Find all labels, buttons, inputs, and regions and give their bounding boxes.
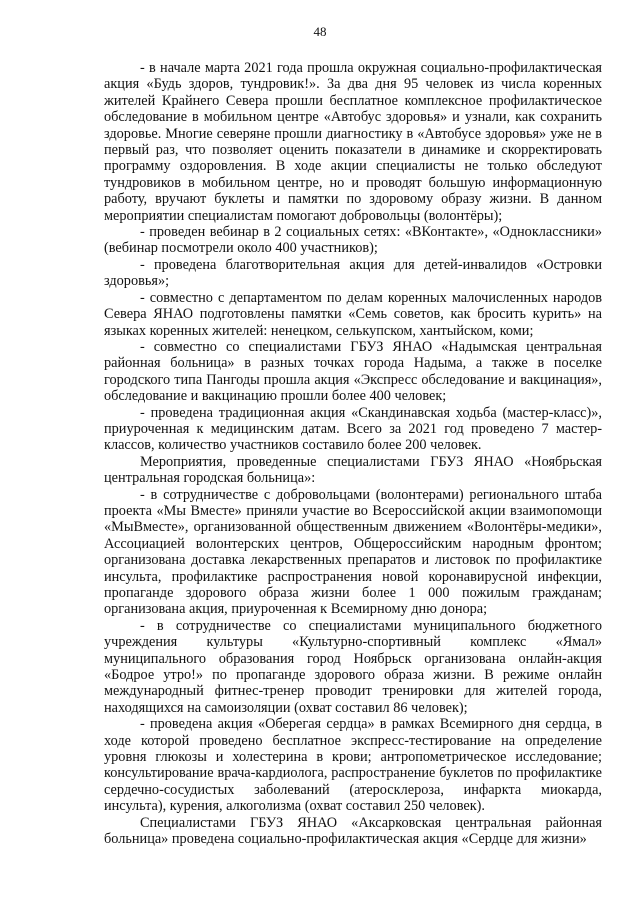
paragraph: - в начале марта 2021 года прошла окружная социально-профилактическая акция «Будь здоров, тундровик!». За два дня 95 человек из числа коренных жителей Крайнего Севера прошли бесплатное комплексное профилактическое обследование в мобильном центре «Автобус здоровья» и узнали, как сохранить здоровье. Многие северяне прошли диагностику в «Автобусе здоровья» уже не в первый раз, что позволяет оценить показатели в динамике и скорректировать программу оздоровления. В ходе акции специалисты не только обследуют тундровиков в мобильном центре, но и проводят большую информационную работу, вручают буклеты и памятки по здоровому образу жизни. В данном мероприятии специалистам помогают добровольцы (волонтёры); (104, 60, 602, 224)
paragraph: - совместно со специалистами ГБУЗ ЯНАО «Надымская центральная районная больница» в разных точках города Надыма, а также в поселке городского типа Пангоды прошла акция «Экспресс обследование и вакцинация», обследование и вакцинацию прошли более 400 человек; (104, 338, 602, 405)
paragraph: - проведен вебинар в 2 социальных сетях: «ВКонтакте», «Одноклассники» (вебинар посмотрели около 400 участников); (104, 224, 602, 257)
paragraph: - совместно с департаментом по делам коренных малочисленных народов Севера ЯНАО подготовлены памятки «Семь советов, как бросить курить» на языках коренных жителей: ненецком, селькупском, хантыйском, коми; (104, 289, 602, 339)
paragraph: Мероприятия, проведенные специалистами ГБУЗ ЯНАО «Ноябрьская центральная городская больница»: (104, 453, 602, 487)
paragraph: Специалистами ГБУЗ ЯНАО «Аксарковская центральная районная больница» проведена социально-профилактическая акция «Сердце для жизни» (104, 814, 602, 848)
paragraph: - проведена традиционная акция «Скандинавская ходьба (мастер-класс)», приуроченная к медицинским датам. Всего за 2021 год проведено 7 мастер-классов, количество участников составило более 200 человек. (104, 404, 602, 454)
paragraph: - в сотрудничестве с добровольцами (волонтерами) регионального штаба проекта «Мы Вместе» приняли участие во Всероссийской акции взаимопомощи «МыВместе», организованной общественным движением «Волонтёры-медики», Ассоциацией волонтерских центров, Общероссийским народным фронтом; организована доставка лекарственных препаратов и листовок по профилактике инсульта, профилактике распространения новой коронавирусной инфекции, пропаганде здорового образа жизни более 1 000 пожилым гражданам; организована акция, приуроченная к Всемирному дню донора; (104, 486, 602, 618)
paragraph: - в сотрудничестве со специалистами муниципального бюджетного учреждения культуры «Культурно-спортивный комплекс «Ямал» муниципального образования город Ноябрьск организована онлайн-акция «Бодрое утро!» по пропаганде здорового образа жизни. В режиме онлайн международный фитнес-тренер проводит тренировки для жителей города, находящихся на самоизоляции (охват составил 86 человек); (104, 617, 602, 716)
body-text (104, 60, 602, 848)
paragraph: - проведена акция «Оберегая сердца» в рамках Всемирного дня сердца, в ходе которой проведено бесплатное экспресс-тестирование на определение уровня глюкозы и холестерина в крови; антропометрическое исследование; консультирование врача-кардиолога, распространение буклетов по профилактике сердечно-сосудистых заболеваний (атеросклероза, инфаркта миокарда, инсульта), курения, алкоголизма (охват составил 250 человек). (104, 716, 602, 815)
paragraph: - проведена благотворительная акция для детей-инвалидов «Островки здоровья»; (104, 256, 602, 290)
page-number: 48 (313, 24, 327, 39)
